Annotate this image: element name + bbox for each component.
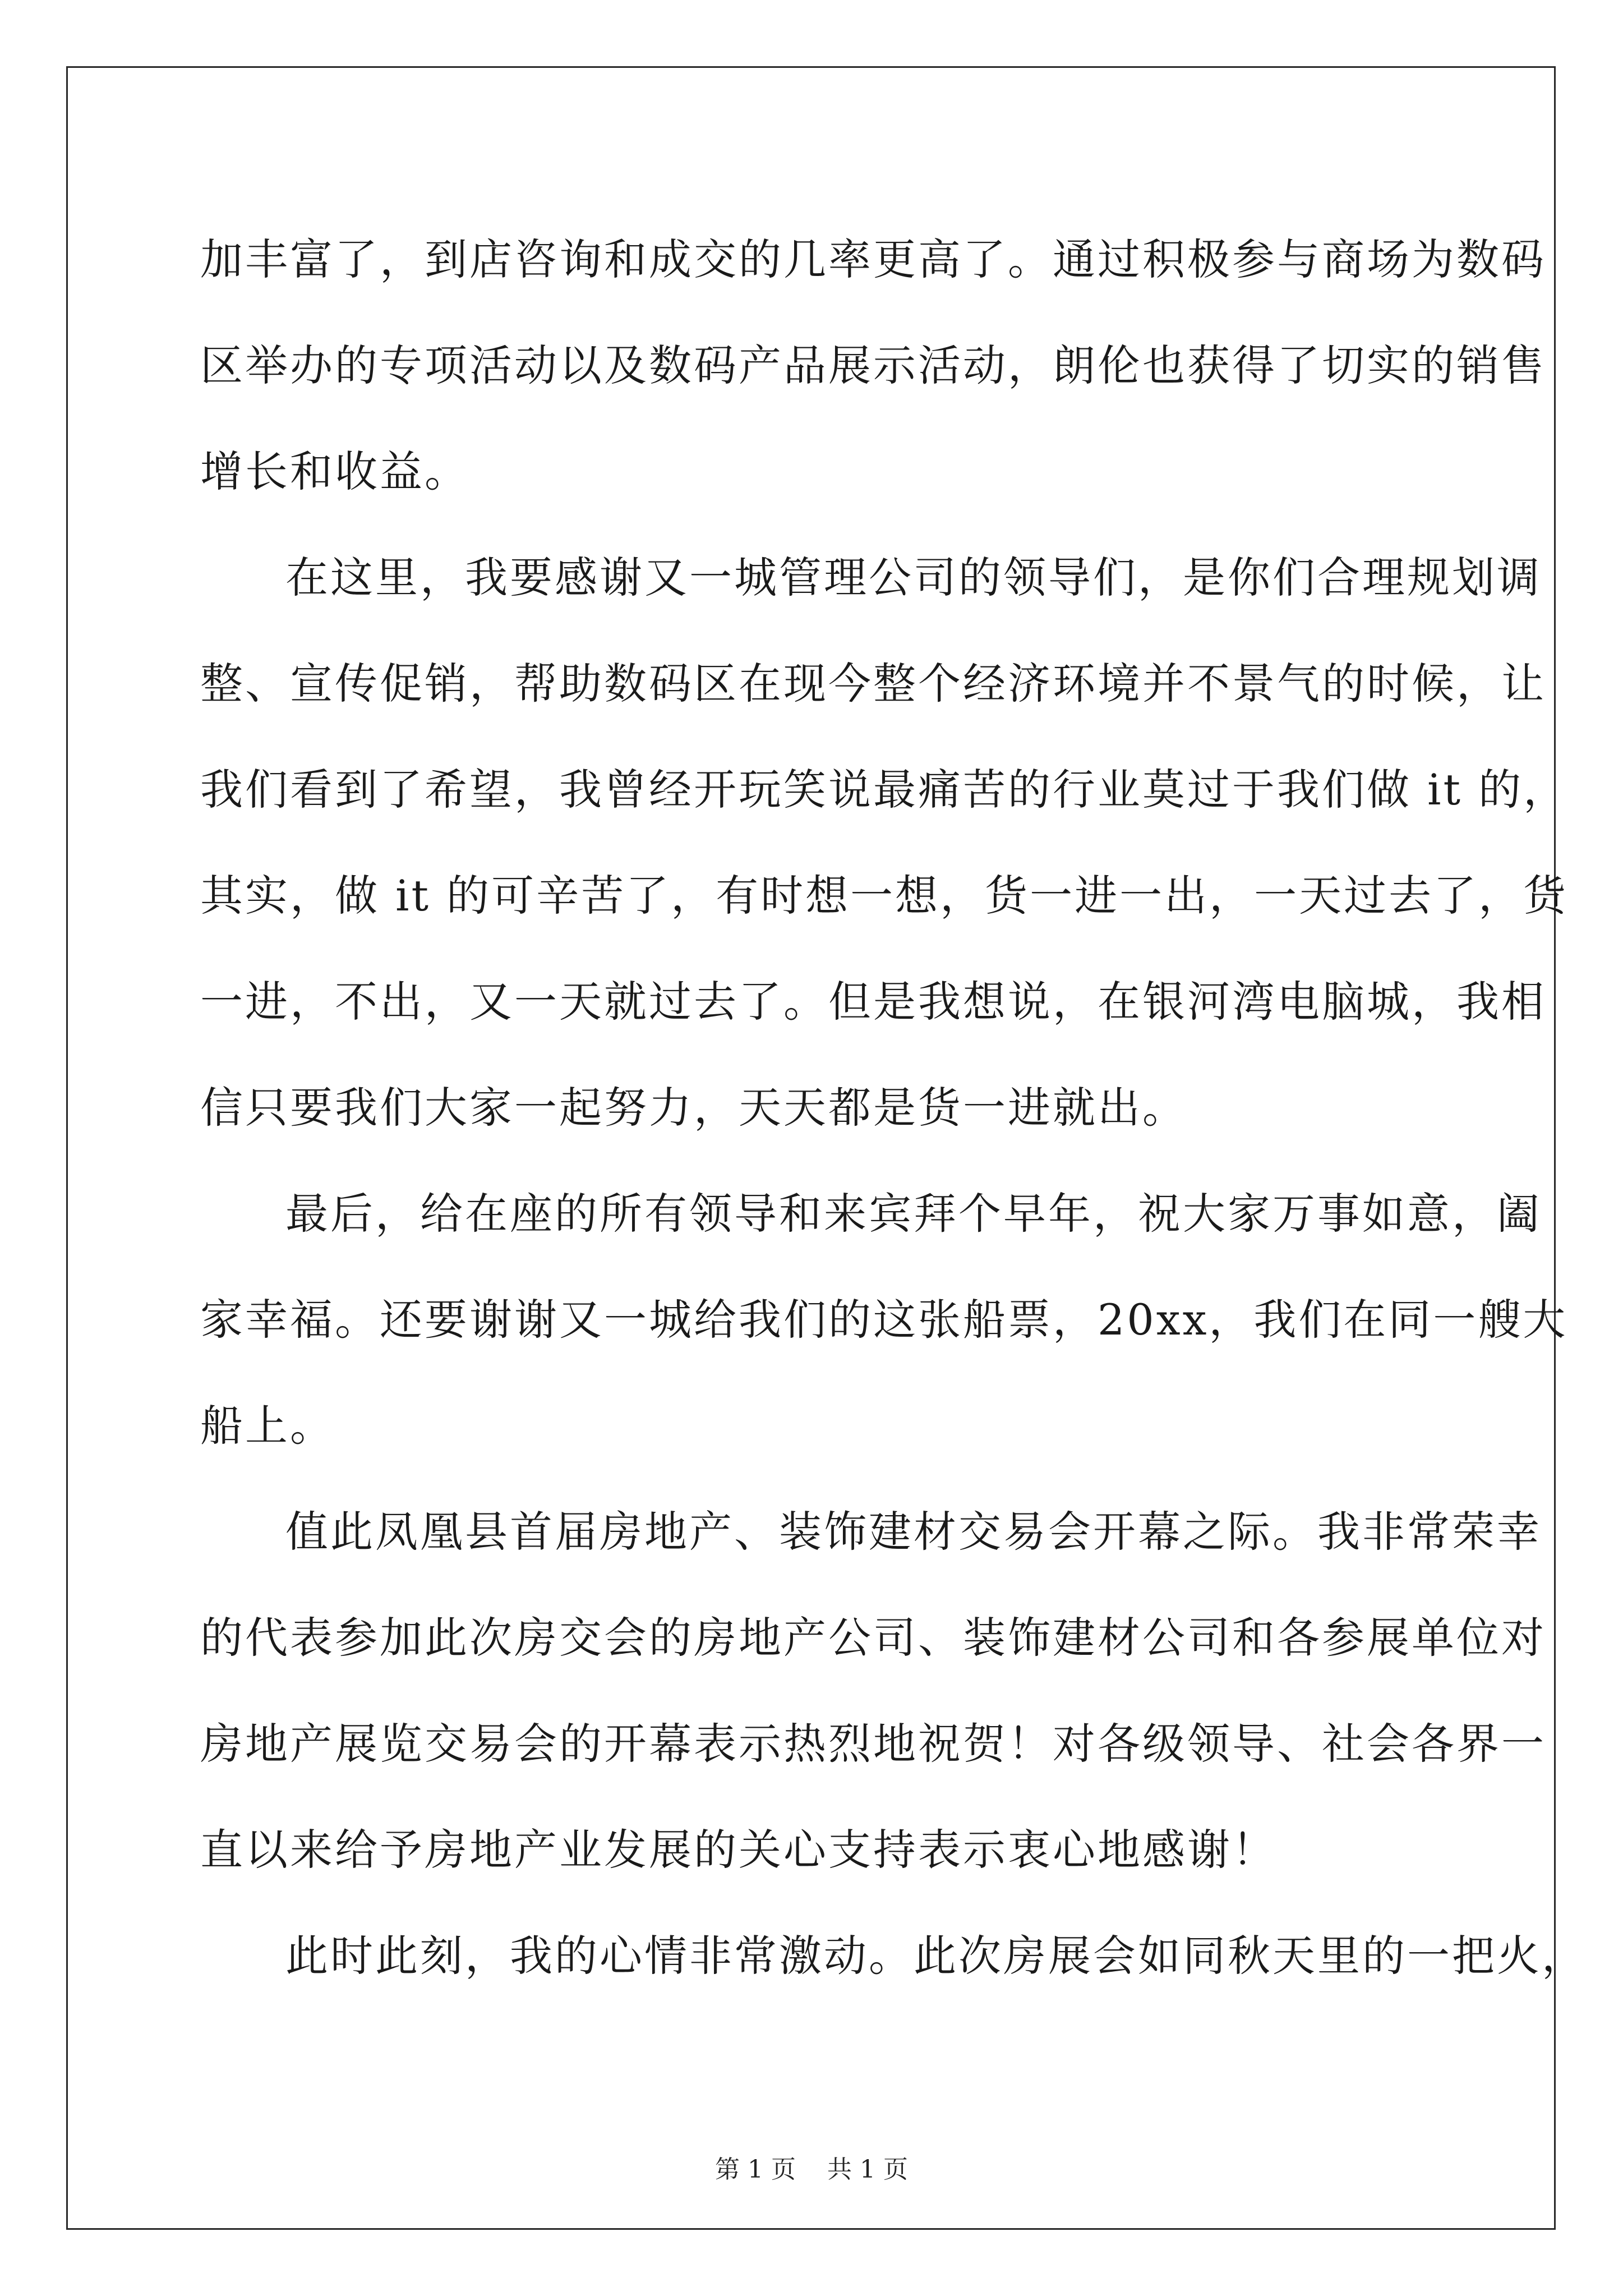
page-total: 共 1 页 xyxy=(827,2155,908,2184)
text-line-9: 信只要我们大家一起努力，天天都是货一进就出。 xyxy=(200,1083,1187,1133)
document-body xyxy=(200,206,1587,2009)
text-line-15: 房地产展览交易会的开幕表示热烈地祝贺！对各级领导、社会各界一 xyxy=(200,1719,1546,1769)
text-line-12: 船上。 xyxy=(200,1401,335,1451)
text-line-4: 在这里，我要感谢又一城管理公司的领导们，是你们合理规划调 xyxy=(285,553,1542,602)
text-line-3: 增长和收益。 xyxy=(200,447,469,496)
text-line-2: 区举办的专项活动以及数码产品展示活动，朗伦也获得了切实的销售 xyxy=(200,341,1546,390)
text-line-6: 我们看到了希望，我曾经开玩笑说最痛苦的行业莫过于我们做 it 的， xyxy=(200,765,1569,815)
page-footer xyxy=(0,2153,1623,2187)
text-line-5: 整、宣传促销，帮助数码区在现今整个经济环境并不景气的时候，让 xyxy=(200,659,1546,708)
text-line-16: 直以来给予房地产业发展的关心支持表示衷心地感谢！ xyxy=(200,1825,1277,1875)
text-line-13: 值此凤凰县首届房地产、装饰建材交易会开幕之际。我非常荣幸 xyxy=(285,1507,1542,1557)
text-line-8: 一进，不出，又一天就过去了。但是我想说，在银河湾电脑城，我相 xyxy=(200,977,1546,1027)
text-line-7: 其实，做 it 的可辛苦了，有时想一想，货一进一出，一天过去了，货 xyxy=(200,871,1569,921)
text-line-17: 此时此刻，我的心情非常激动。此次房展会如同秋天里的一把火， xyxy=(285,1931,1587,1981)
page-number: 第 1 页 xyxy=(715,2155,796,2184)
text-line-1: 加丰富了，到店咨询和成交的几率更高了。通过积极参与商场为数码 xyxy=(200,234,1546,284)
text-line-14: 的代表参加此次房交会的房地产公司、装饰建材公司和各参展单位对 xyxy=(200,1613,1546,1663)
text-line-11: 家幸福。还要谢谢又一城给我们的这张船票，20xx，我们在同一艘大 xyxy=(200,1295,1568,1345)
text-line-10: 最后，给在座的所有领导和来宾拜个早年，祝大家万事如意，阖 xyxy=(285,1189,1542,1239)
